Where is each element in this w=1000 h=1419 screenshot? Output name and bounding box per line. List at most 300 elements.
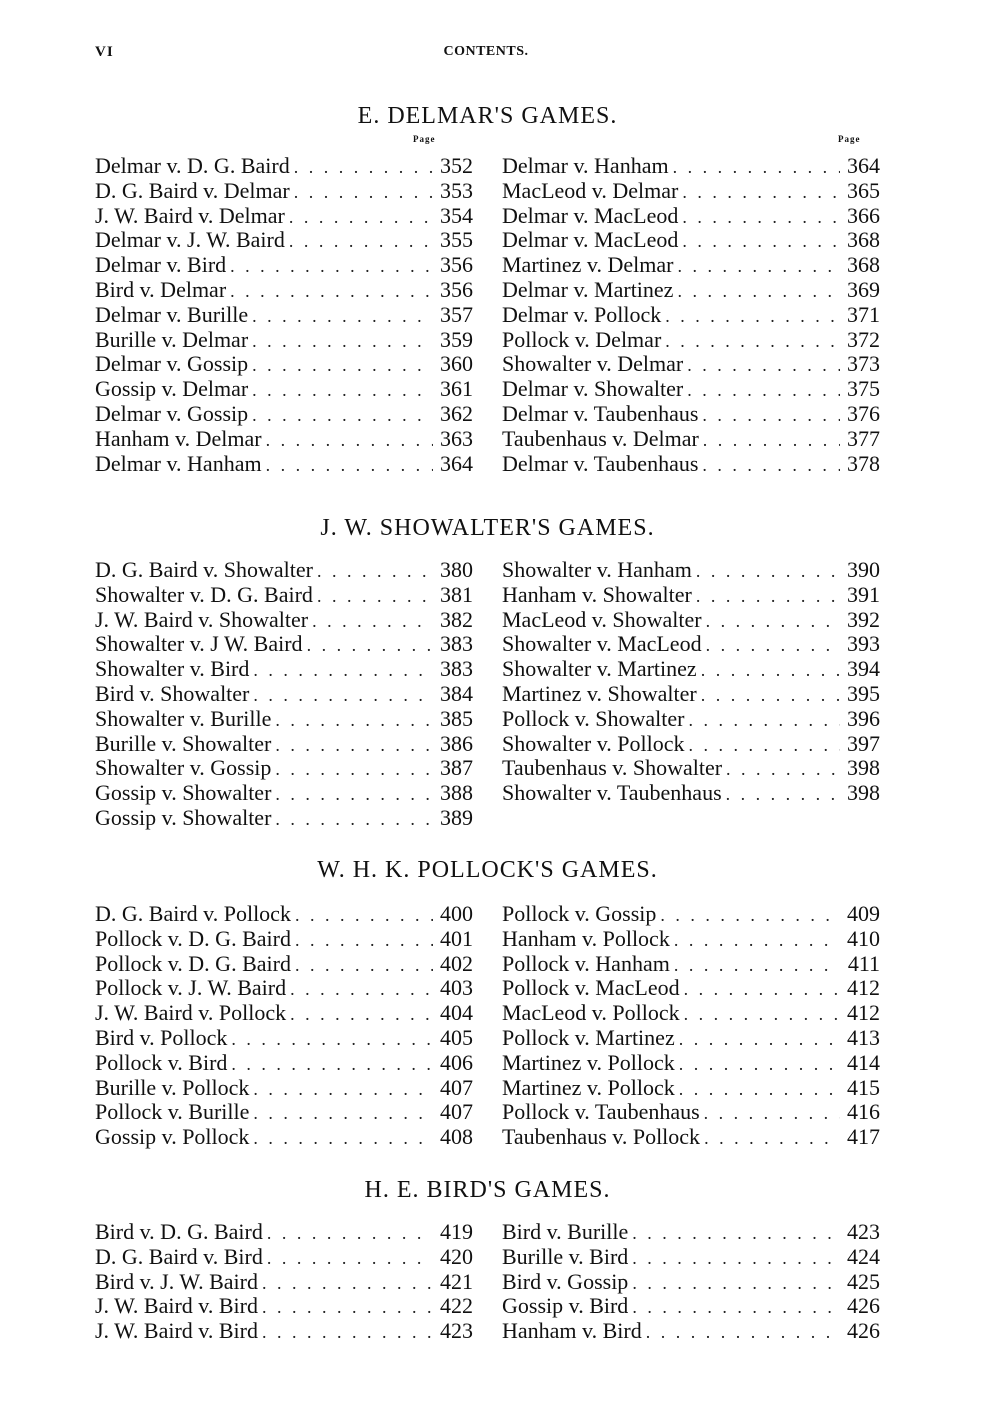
game-title: Taubenhaus v. Delmar [502, 425, 699, 451]
page-number: 398 [847, 780, 880, 806]
dot-leader [675, 1027, 840, 1052]
dot-leader [262, 453, 433, 478]
page-number: 423 [440, 1318, 473, 1344]
game-title: Burille v. Bird [502, 1243, 629, 1269]
contents-entry [502, 402, 880, 427]
game-title: Delmar v. Hanham [502, 153, 669, 178]
game-title: Showalter v. D. G. Baird [95, 581, 313, 607]
right-column [502, 1220, 880, 1344]
page-number: 407 [440, 1074, 473, 1100]
dot-leader [628, 1246, 840, 1271]
left-column [95, 1220, 473, 1344]
running-head [95, 44, 877, 68]
page-number: 417 [847, 1124, 880, 1150]
page-number: 420 [440, 1243, 473, 1269]
game-title: MacLeod v. Delmar [502, 177, 679, 203]
dot-leader [669, 155, 840, 180]
game-title: Pollock v. D. G. Baird [95, 950, 291, 976]
dot-leader [680, 1002, 840, 1027]
page-number: 378 [847, 450, 880, 476]
page-number: 414 [847, 1049, 880, 1075]
page-number: 426 [847, 1293, 880, 1319]
page-number: 362 [440, 400, 473, 426]
page-number: 423 [847, 1219, 880, 1244]
contents-entry [502, 303, 880, 328]
game-title: Martinez v. Delmar [502, 252, 674, 278]
game-title: Pollock v. Taubenhaus [502, 1099, 700, 1125]
page-number: 412 [847, 1000, 880, 1026]
contents-entry [95, 806, 473, 831]
contents-entry [95, 608, 473, 633]
page-number: 361 [440, 376, 473, 402]
contents-entry [95, 1220, 473, 1245]
contents-entry [95, 632, 473, 657]
contents-entry [95, 1319, 473, 1344]
contents-entry [502, 228, 880, 253]
dot-leader [258, 1295, 433, 1320]
game-title: Showalter v. Gossip [95, 755, 272, 781]
game-title: Bird v. Burille [502, 1219, 629, 1244]
contents-entry [95, 1270, 473, 1295]
contents-entry [502, 632, 880, 657]
dot-leader [692, 559, 840, 584]
dot-leader [248, 353, 433, 378]
game-title: Pollock v. Delmar [502, 326, 662, 352]
game-title: Delmar v. J. W. Baird [95, 227, 285, 253]
page-number: 390 [847, 557, 880, 582]
dot-leader [628, 1295, 840, 1320]
contents-entry [502, 1319, 880, 1344]
dot-leader [699, 428, 840, 453]
dot-leader [308, 609, 433, 634]
game-title: MacLeod v. Showalter [502, 606, 702, 632]
section-title: W. H. K. POLLOCK'S GAMES. [317, 857, 658, 883]
section-pollock [95, 852, 880, 1150]
page-number: 409 [847, 901, 880, 926]
contents-entry [502, 1220, 880, 1245]
game-title: Hanham v. Showalter [502, 581, 692, 607]
game-title: Showalter v. J W. Baird [95, 631, 303, 657]
running-title: CONTENTS. [443, 44, 529, 59]
page-number: 377 [847, 425, 880, 451]
contents-entry [95, 583, 473, 608]
contents-entry [502, 781, 880, 806]
page-number: 355 [440, 227, 473, 253]
contents-entry [95, 402, 473, 427]
dot-leader [249, 658, 433, 683]
game-title: Showalter v. Hanham [502, 557, 692, 582]
dot-leader [722, 757, 840, 782]
game-title: Pollock v. Burille [95, 1099, 250, 1125]
page-number: 385 [440, 705, 473, 731]
contents-entry [502, 558, 880, 583]
dot-leader [303, 633, 433, 658]
page-number: 365 [847, 177, 880, 203]
contents-entry [502, 1076, 880, 1101]
game-title: J. W. Baird v. Showalter [95, 606, 309, 632]
page-number: 380 [440, 557, 473, 582]
contents-entry [95, 1026, 473, 1051]
dot-leader [271, 733, 433, 758]
contents-entry [502, 1051, 880, 1076]
game-title: D. G. Baird v. Delmar [95, 177, 290, 203]
page-number: 389 [440, 804, 473, 830]
contents-entry [502, 328, 880, 353]
dot-leader [675, 1052, 840, 1077]
dot-leader [697, 683, 840, 708]
game-title: Bird v. Gossip [502, 1268, 629, 1294]
page-number: 353 [440, 177, 473, 203]
game-title: Bird v. Delmar [95, 276, 227, 302]
contents-entry [95, 427, 473, 452]
game-title: Delmar v. Taubenhaus [502, 450, 699, 476]
game-title: Showalter v. Burille [95, 705, 272, 731]
page-label-left: Page [413, 134, 436, 144]
game-title: Delmar v. Hanham [95, 450, 262, 476]
page-number: 421 [440, 1268, 473, 1294]
dot-leader [258, 1320, 433, 1345]
game-title: Bird v. D. G. Baird [95, 1219, 263, 1244]
page-number: 424 [847, 1243, 880, 1269]
game-title: Delmar v. MacLeod [502, 202, 679, 228]
dot-leader [291, 928, 433, 953]
page-number: 386 [440, 730, 473, 756]
page-number: 392 [847, 606, 880, 632]
game-title: Delmar v. Taubenhaus [502, 400, 699, 426]
page-number: 391 [847, 581, 880, 607]
page-number: 404 [440, 1000, 473, 1026]
contents-entry [502, 352, 880, 377]
dot-leader [670, 953, 840, 978]
game-title: Showalter v. Taubenhaus [502, 780, 722, 806]
dot-leader [673, 254, 840, 279]
dot-leader [661, 304, 840, 329]
dot-leader [248, 304, 433, 329]
page-number: 401 [440, 925, 473, 951]
dot-leader [683, 353, 840, 378]
contents-entry [502, 682, 880, 707]
game-title: Pollock v. Hanham [502, 950, 670, 976]
page-number: 406 [440, 1049, 473, 1075]
contents-entry [502, 583, 880, 608]
dot-leader [227, 1052, 433, 1077]
dot-leader [249, 1077, 433, 1102]
dot-leader [698, 403, 840, 428]
dot-leader [700, 1126, 840, 1151]
right-column [502, 154, 880, 476]
game-title: Martinez v. Showalter [502, 680, 697, 706]
dot-leader [249, 683, 433, 708]
page-number: 368 [847, 227, 880, 253]
game-title: Showalter v. Delmar [502, 351, 684, 377]
page-number: 415 [847, 1074, 880, 1100]
game-title: Burille v. Showalter [95, 730, 272, 756]
contents-entry [502, 1245, 880, 1270]
contents-entry [502, 927, 880, 952]
dot-leader [248, 329, 433, 354]
contents-entry [502, 657, 880, 682]
game-title: Burille v. Delmar [95, 326, 249, 352]
dot-leader [673, 279, 840, 304]
section-title: H. E. BIRD'S GAMES. [364, 1177, 611, 1203]
contents-entry [95, 976, 473, 1001]
game-title: Showalter v. Pollock [502, 730, 685, 756]
contents-entry [95, 328, 473, 353]
contents-entry [502, 608, 880, 633]
left-column [95, 558, 473, 831]
dot-leader [700, 1101, 840, 1126]
contents-entry [502, 732, 880, 757]
game-title: Pollock v. MacLeod [502, 975, 680, 1001]
dot-leader [313, 559, 433, 584]
page-number: 381 [440, 581, 473, 607]
dot-leader [692, 584, 840, 609]
page-number: 405 [440, 1024, 473, 1050]
contents-entry [502, 204, 880, 229]
section-delmar [95, 98, 880, 476]
game-title: Delmar v. D. G. Baird [95, 153, 290, 178]
contents-entry [95, 927, 473, 952]
page-number: 369 [847, 276, 880, 302]
page-number: 356 [440, 252, 473, 278]
page-number: 402 [440, 950, 473, 976]
game-title: Delmar v. Burille [95, 301, 249, 327]
page-number: 366 [847, 202, 880, 228]
section-showalter [95, 510, 880, 831]
game-title: D. G. Baird v. Showalter [95, 557, 313, 582]
page-number: 383 [440, 631, 473, 657]
page-number: 416 [847, 1099, 880, 1125]
page-number: 422 [440, 1293, 473, 1319]
page-number: 382 [440, 606, 473, 632]
dot-leader [291, 953, 433, 978]
dot-leader [286, 1002, 433, 1027]
page-number: 410 [847, 925, 880, 951]
dot-leader [661, 329, 840, 354]
dot-leader [286, 977, 433, 1002]
dot-leader [271, 708, 433, 733]
dot-leader [702, 609, 840, 634]
contents-entry [502, 1001, 880, 1026]
contents-entry [95, 352, 473, 377]
dot-leader [249, 1101, 433, 1126]
contents-entry [502, 1294, 880, 1319]
game-title: Delmar v. MacLeod [502, 227, 679, 253]
page-number: 371 [847, 301, 880, 327]
dot-leader [675, 1077, 840, 1102]
game-title: Gossip v. Bird [502, 1293, 629, 1319]
game-title: Delmar v. Showalter [502, 376, 684, 402]
page-number: 387 [440, 755, 473, 781]
page-number: 363 [440, 425, 473, 451]
contents-entry [95, 952, 473, 977]
right-column [502, 558, 880, 831]
dot-leader [698, 453, 840, 478]
contents-entry [95, 732, 473, 757]
page-number: 403 [440, 975, 473, 1001]
game-title: Burille v. Pollock [95, 1074, 250, 1100]
page-number: 396 [847, 705, 880, 731]
contents-entry [95, 756, 473, 781]
dot-leader [678, 229, 840, 254]
game-title: Showalter v. Martinez [502, 656, 697, 682]
game-title: Bird v. J. W. Baird [95, 1268, 258, 1294]
page-number: 360 [440, 351, 473, 377]
page-number: 373 [847, 351, 880, 377]
left-column [95, 902, 473, 1150]
dot-leader [642, 1320, 840, 1345]
page-number: 368 [847, 252, 880, 278]
page-number: 425 [847, 1268, 880, 1294]
dot-leader [628, 1221, 840, 1246]
game-title: Taubenhaus v. Showalter [502, 755, 723, 781]
page-number: 357 [440, 301, 473, 327]
game-title: Delmar v. Bird [95, 252, 227, 278]
dot-leader [285, 205, 433, 230]
contents-entry [502, 1270, 880, 1295]
contents-entry [95, 278, 473, 303]
dot-leader [685, 733, 841, 758]
game-title: Gossip v. Pollock [95, 1124, 250, 1150]
dot-leader [263, 1246, 433, 1271]
dot-leader [290, 180, 433, 205]
game-title: Bird v. Showalter [95, 680, 250, 706]
contents-entry [502, 253, 880, 278]
dot-leader [226, 279, 433, 304]
contents-entry [95, 452, 473, 477]
page-number: 398 [847, 755, 880, 781]
contents-entry [502, 952, 880, 977]
contents-entry [95, 179, 473, 204]
page-number: 393 [847, 631, 880, 657]
game-title: Hanham v. Pollock [502, 925, 670, 951]
page-number: 419 [440, 1219, 473, 1244]
game-title: Delmar v. Gossip [95, 351, 249, 377]
dot-leader [685, 708, 841, 733]
dot-leader [258, 1271, 433, 1296]
contents-entry [95, 1100, 473, 1125]
dot-leader [271, 782, 433, 807]
page-number: 352 [440, 153, 473, 178]
contents-entry [95, 154, 473, 179]
page-number: 384 [440, 680, 473, 706]
contents-entry [95, 253, 473, 278]
contents-entry [95, 377, 473, 402]
game-title: Hanham v. Delmar [95, 425, 262, 451]
section-bird [95, 1172, 880, 1344]
page-column-labels [95, 134, 880, 154]
dot-leader [226, 254, 433, 279]
dot-leader [263, 1221, 433, 1246]
dot-leader [670, 928, 840, 953]
game-title: Bird v. Pollock [95, 1024, 228, 1050]
contents-entry [95, 657, 473, 682]
game-title: Delmar v. Pollock [502, 301, 662, 327]
dot-leader [678, 205, 840, 230]
contents-entry [502, 1100, 880, 1125]
page-number: 426 [847, 1318, 880, 1344]
game-title: Gossip v. Showalter [95, 804, 272, 830]
game-title: J. W. Baird v. Delmar [95, 202, 285, 228]
contents-entry [502, 154, 880, 179]
dot-leader [628, 1271, 840, 1296]
game-title: Showalter v. Bird [95, 656, 250, 682]
dot-leader [248, 378, 433, 403]
dot-leader [697, 658, 840, 683]
contents-entry [502, 377, 880, 402]
contents-entry [95, 1076, 473, 1101]
game-title: Martinez v. Pollock [502, 1049, 675, 1075]
page-number: 412 [847, 975, 880, 1001]
page-number: 394 [847, 656, 880, 682]
dot-leader [248, 403, 433, 428]
game-title: Delmar v. Martinez [502, 276, 674, 302]
game-title: MacLeod v. Pollock [502, 1000, 680, 1026]
game-title: Delmar v. Gossip [95, 400, 249, 426]
game-title: Gossip v. Delmar [95, 376, 249, 402]
page-number: 356 [440, 276, 473, 302]
dot-leader [227, 1027, 433, 1052]
contents-entry [95, 902, 473, 927]
dot-leader [680, 977, 840, 1002]
page-label-right: Page [838, 134, 861, 144]
game-title: Pollock v. J. W. Baird [95, 975, 287, 1001]
contents-entry [95, 228, 473, 253]
page-number: 375 [847, 376, 880, 402]
dot-leader [678, 180, 840, 205]
contents-entry [502, 707, 880, 732]
game-title: Pollock v. Bird [95, 1049, 228, 1075]
section-title: E. DELMAR'S GAMES. [357, 103, 618, 129]
page-number: 413 [847, 1024, 880, 1050]
page-number: 411 [847, 950, 880, 976]
contents-entry [95, 1001, 473, 1026]
dot-leader [285, 229, 433, 254]
page-number: 354 [440, 202, 473, 228]
contents-entry [502, 452, 880, 477]
dot-leader [290, 155, 433, 180]
page-number: 388 [440, 780, 473, 806]
contents-entry [95, 303, 473, 328]
contents-entry [502, 179, 880, 204]
game-title: D. G. Baird v. Pollock [95, 901, 291, 926]
game-title: Pollock v. D. G. Baird [95, 925, 291, 951]
contents-entry [95, 204, 473, 229]
game-title: Taubenhaus v. Pollock [502, 1124, 701, 1150]
dot-leader [702, 633, 840, 658]
page-number: 408 [440, 1124, 473, 1150]
game-title: Pollock v. Showalter [502, 705, 685, 731]
contents-entry [502, 902, 880, 927]
contents-entry [95, 1051, 473, 1076]
page-folio: VI [95, 44, 114, 60]
game-title: J. W. Baird v. Pollock [95, 1000, 287, 1026]
right-column [502, 902, 880, 1150]
game-title: Pollock v. Gossip [502, 901, 657, 926]
page-number: 372 [847, 326, 880, 352]
contents-entry [502, 1026, 880, 1051]
game-title: Showalter v. MacLeod [502, 631, 702, 657]
contents-entry [95, 707, 473, 732]
section-title: J. W. SHOWALTER'S GAMES. [320, 515, 655, 541]
dot-leader [271, 757, 433, 782]
page-number: 397 [847, 730, 880, 756]
page-number: 383 [440, 656, 473, 682]
game-title: D. G. Baird v. Bird [95, 1243, 263, 1269]
game-title: J. W. Baird v. Bird [95, 1318, 258, 1344]
game-title: Martinez v. Pollock [502, 1074, 675, 1100]
contents-entry [95, 558, 473, 583]
